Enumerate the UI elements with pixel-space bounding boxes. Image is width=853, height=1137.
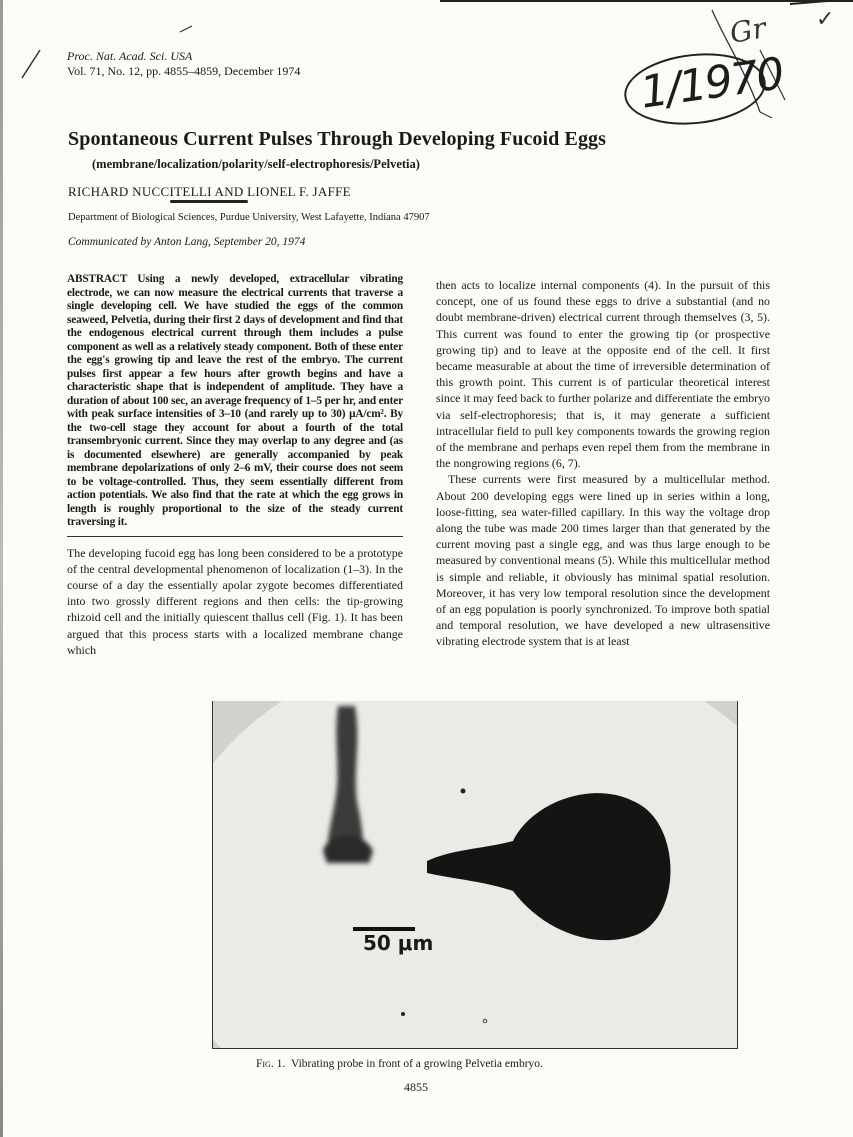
abstract-text: Using a newly developed, extracellular vibrating electrode, we can now measure the electrical currents that traverse a single developing cell. We have studied the eggs of the common seaweed, Pelvetia, during their first 2 days of development and find that the endogenous electrical current through them includes a pulse component as well as a relatively steady component. Both of these enter the egg's growing tip and leave the rest of the embryo. The current pulses first appear a few hours after growth begins and have a characteristic shape that is independent of amplitude. They have a duration of about 100 sec, an average frequency of 1–5 per hr, and enter with peak surface intensities of 3–10 (and rarely up to 30) μA/cm². By the two-cell stage they account for about a fourth of the total transembryonic current. Since they may overlap to any degree and (as is documented elsewhere) are generally accompanied by peak membrane depolarizations of only 2–6 mV, their course does not seem to be voltage-controlled. Thus, they seem essentially different from action potentials. We also find that the rate at which the egg grows in length is roughly proportional to the size of the steady current traversing it. [67, 273, 403, 528]
check-mark-icon: ✓ [816, 6, 835, 31]
authors: RICHARD NUCCITELLI AND LIONEL F. JAFFE [68, 184, 351, 199]
left-column [67, 273, 403, 658]
figure-caption [256, 1058, 543, 1070]
volume-line: Vol. 71, No. 12, pp. 4855–4859, December 1974 [67, 64, 301, 78]
keywords: (membrane/localization/polarity/self-electrophoresis/Pelvetia) [92, 157, 420, 171]
abstract [67, 273, 403, 530]
scale-label: 50 μm [363, 931, 434, 955]
journal-name: Proc. Nat. Acad. Sci. USA [67, 49, 193, 63]
intro-paragraph: The developing fucoid egg has long been considered to be a prototype of the central developmental phenomenon of localization (1–3). In the course of a day the essentially apolar zygote becomes differentiated into two grossly different regions and then cells: the tip-growing rhizoid cell and the initially quiescent thallus cell (Fig. 1). It has been argued that this process starts with a localized membrane change which [67, 545, 403, 657]
figure-1 [212, 701, 738, 1049]
micrograph [213, 701, 737, 1048]
stamp-number: 1/1970 [637, 48, 786, 119]
page-number: 4855 [404, 1080, 428, 1094]
caption-text: Vibrating probe in front of a growing Pelvetia embryo. [290, 1058, 543, 1070]
scan-edge [0, 0, 3, 1137]
caption-label: Fig. 1. [256, 1058, 286, 1070]
paper-title: Spontaneous Current Pulses Through Developing Fucoid Eggs [68, 128, 607, 150]
right-column [436, 277, 770, 650]
affiliation: Department of Biological Sciences, Purdue University, West Lafayette, Indiana 47907 [68, 212, 430, 223]
abstract-divider [67, 536, 403, 537]
body-paragraph-1: then acts to localize internal components (4). In the pursuit of this concept, one of us found these eggs to drive a substantial (and no doubt membrane-driven) electrical current through themselves (3, 5). This current was found to enter the growing tip (or prospective growing tip) and to leave at the opposite end of the cell. It first became measurable at about the time of irreversible determination of this growth point. This current is of particular theoretical interest since it may feed back to further polarize and differentiate the embryo via self-electrophoresis; that is, it may generate a sufficient intracellular field to pull key components towards the growing region of the membrane and perhaps even repel them from the membrane in the nongrowing regions (6, 7). [436, 278, 770, 471]
journal-header [67, 49, 300, 79]
abstract-label: ABSTRACT [67, 273, 128, 285]
body-paragraph-2: These currents were first measured by a multicellular method. About 200 developing eggs were lined up in series within a long, loose-fitting, sea water-filled capillary. In this way the voltage drop along the tube was made 200 times larger than that generated by the current moving past a single egg, and was thus large enough to be measured by conventional means (5). While this multicellular method is simple and reliable, it obviously has minimal spatial resolution. Moreover, it has very low temporal resolution since the development of an egg population is poorly synchronized. To improve both spatial and temporal resolution, we have developed a new ultrasensitive vibrating electrode system that is at least [436, 472, 770, 649]
handwritten-initials: Gr [727, 11, 769, 50]
author-underline [170, 200, 248, 203]
communicated-by: Communicated by Anton Lang, September 20, 1974 [68, 236, 306, 248]
